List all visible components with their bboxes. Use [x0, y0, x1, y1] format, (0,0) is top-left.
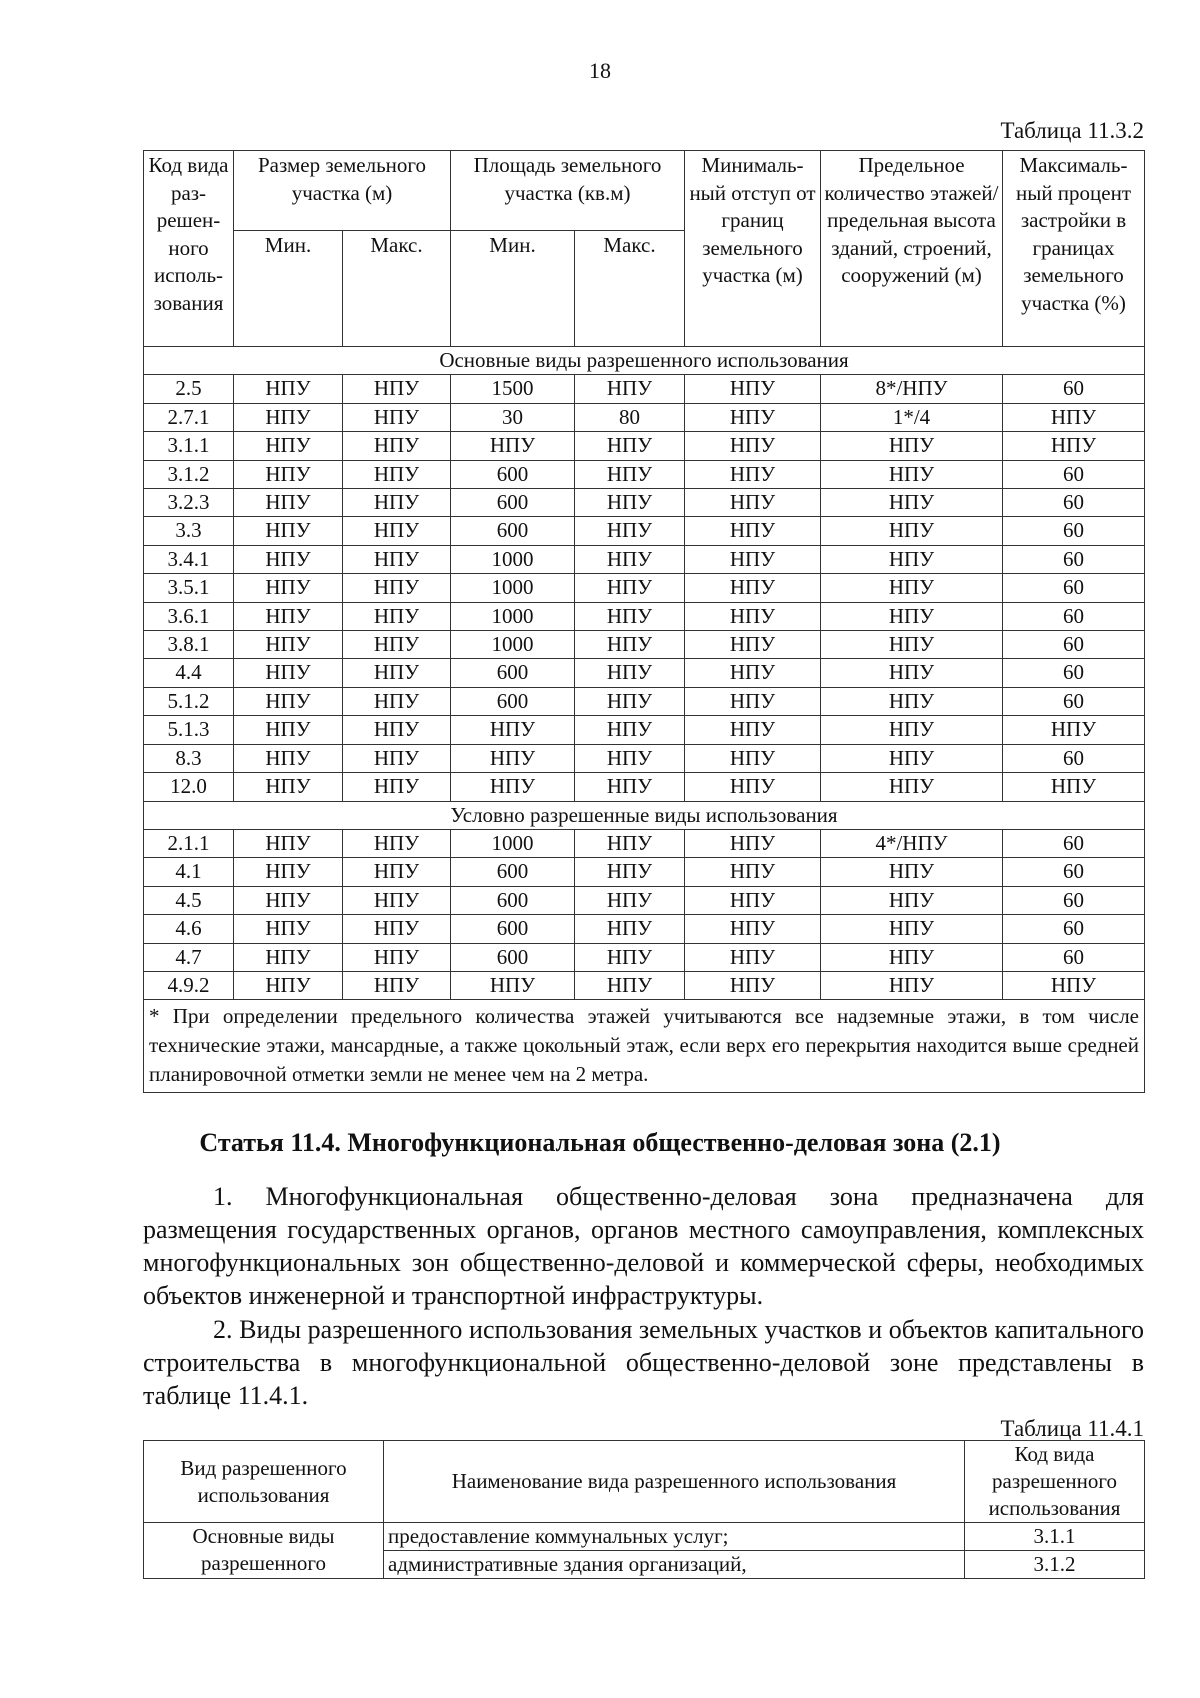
header-plot-size: Размер земельного участка (м)	[234, 151, 451, 231]
table-cell: НПУ	[821, 744, 1003, 772]
table-cell: НПУ	[234, 773, 343, 801]
table-row	[144, 517, 1145, 545]
article-paragraph-1: 1. Многофункциональная общественно-деловая зона предназначена для размещения государственных органов, органов местного самоуправления, комплексных многофункциональных зон общественно-деловой и коммерческой сферы, необходимых объектов инженерной и транспортной инфраструктуры.	[143, 1182, 1144, 1310]
table-cell: НПУ	[451, 744, 575, 772]
table-row	[144, 375, 1145, 403]
header-area-min: Мин.	[451, 231, 575, 347]
table-cell: 30	[451, 403, 575, 431]
table-cell: НПУ	[685, 574, 821, 602]
table-cell: НПУ	[821, 574, 1003, 602]
table-cell: 4*/НПУ	[821, 829, 1003, 857]
table-row	[144, 403, 1145, 431]
use-name-cell: предоставление коммунальных услуг;	[384, 1523, 965, 1551]
table-cell: 600	[451, 489, 575, 517]
table-cell: НПУ	[575, 829, 685, 857]
table-cell: 1000	[451, 631, 575, 659]
table-cell: НПУ	[343, 773, 451, 801]
table-cell: НПУ	[821, 631, 1003, 659]
table-cell: НПУ	[685, 858, 821, 886]
permitted-use-types-table	[143, 1440, 1145, 1579]
table-cell: НПУ	[685, 545, 821, 573]
table-cell: НПУ	[575, 943, 685, 971]
table-cell: НПУ	[685, 489, 821, 517]
table-cell: НПУ	[234, 489, 343, 517]
table-cell: НПУ	[575, 517, 685, 545]
table-cell: 60	[1003, 687, 1145, 715]
table-cell: НПУ	[234, 659, 343, 687]
table-cell: 600	[451, 858, 575, 886]
table-cell: НПУ	[343, 943, 451, 971]
table-cell: 3.2.3	[144, 489, 234, 517]
table-cell: НПУ	[343, 716, 451, 744]
header-size-max: Макс.	[343, 231, 451, 347]
table-cell: 4.4	[144, 659, 234, 687]
table-cell: 60	[1003, 489, 1145, 517]
table-cell: НПУ	[234, 716, 343, 744]
table-cell: 1000	[451, 829, 575, 857]
header-setback: Минималь-ный отступ от границ земельного участка (м)	[685, 151, 821, 347]
table-cell: 60	[1003, 943, 1145, 971]
table-cell: НПУ	[234, 631, 343, 659]
table-cell: НПУ	[575, 744, 685, 772]
table-cell: 60	[1003, 602, 1145, 630]
table-cell: НПУ	[234, 403, 343, 431]
table-cell: НПУ	[821, 517, 1003, 545]
table-cell: 1500	[451, 375, 575, 403]
table-cell: 60	[1003, 375, 1145, 403]
table-cell: НПУ	[234, 971, 343, 999]
use-code-cell: 3.1.2	[965, 1551, 1145, 1579]
section-row	[144, 347, 1145, 375]
table-cell: НПУ	[821, 773, 1003, 801]
table-cell: 600	[451, 517, 575, 545]
table-cell: НПУ	[685, 375, 821, 403]
table-cell: НПУ	[821, 971, 1003, 999]
table-cell: 60	[1003, 631, 1145, 659]
header-size-min: Мин.	[234, 231, 343, 347]
table-row	[144, 744, 1145, 772]
table-cell: 8*/НПУ	[821, 375, 1003, 403]
table1-body	[144, 347, 1145, 1093]
table-cell: 4.9.2	[144, 971, 234, 999]
section-title: Основные виды разрешенного использования	[144, 347, 1145, 375]
table-cell: НПУ	[343, 915, 451, 943]
table-cell: НПУ	[685, 602, 821, 630]
table-cell: НПУ	[575, 971, 685, 999]
table-cell: 1000	[451, 574, 575, 602]
table-cell: 600	[451, 886, 575, 914]
table-cell: 1000	[451, 602, 575, 630]
table-cell: 3.6.1	[144, 602, 234, 630]
table-cell: 2.7.1	[144, 403, 234, 431]
header-use-code: Код вида разрешенного использования	[965, 1441, 1145, 1523]
table-cell: НПУ	[343, 631, 451, 659]
table-row	[144, 687, 1145, 715]
table-row	[144, 829, 1145, 857]
use-name-cell: административные здания организаций,	[384, 1551, 965, 1579]
table-cell: 3.5.1	[144, 574, 234, 602]
table-cell: 60	[1003, 460, 1145, 488]
table-cell: 4.5	[144, 886, 234, 914]
table-cell: НПУ	[451, 432, 575, 460]
table-cell: 60	[1003, 744, 1145, 772]
table-cell: НПУ	[575, 659, 685, 687]
table-cell: НПУ	[685, 744, 821, 772]
table-cell: 1*/4	[821, 403, 1003, 431]
table-row	[144, 545, 1145, 573]
header-use-name: Наименование вида разрешенного использования	[384, 1441, 965, 1523]
table-cell: НПУ	[685, 943, 821, 971]
table-cell: НПУ	[343, 829, 451, 857]
table-row	[144, 489, 1145, 517]
table-cell: НПУ	[343, 886, 451, 914]
table-cell: НПУ	[685, 517, 821, 545]
table-row	[144, 602, 1145, 630]
table-cell: НПУ	[1003, 773, 1145, 801]
table-cell: НПУ	[575, 375, 685, 403]
table-cell: НПУ	[234, 574, 343, 602]
table-cell: НПУ	[575, 716, 685, 744]
table-cell: НПУ	[234, 858, 343, 886]
table-cell: 60	[1003, 886, 1145, 914]
table-cell: НПУ	[343, 687, 451, 715]
table-cell: НПУ	[343, 432, 451, 460]
table-cell: НПУ	[343, 403, 451, 431]
table-row	[144, 432, 1145, 460]
table-cell: 3.8.1	[144, 631, 234, 659]
table-cell: НПУ	[575, 489, 685, 517]
table-cell: НПУ	[685, 659, 821, 687]
table-cell: НПУ	[685, 716, 821, 744]
table-cell: 60	[1003, 858, 1145, 886]
table-cell: НПУ	[1003, 971, 1145, 999]
header-code: Код вида раз-решен-ного исполь-зования	[144, 151, 234, 347]
table-row	[144, 886, 1145, 914]
table-row	[144, 716, 1145, 744]
section-row	[144, 801, 1145, 829]
table-row	[144, 460, 1145, 488]
table-footnote: * При определении предельного количества этажей учитываются все надземные этажи, в том числе технические этажи, мансардные, а также цокольный этаж, если верх его перекрытия находится выше средней планировочной отметки земли не менее чем на 2 метра.	[144, 1000, 1145, 1093]
table-cell: 60	[1003, 829, 1145, 857]
header-plot-area: Площадь земельного участка (кв.м)	[451, 151, 685, 231]
table-cell: НПУ	[685, 971, 821, 999]
table-cell: 3.4.1	[144, 545, 234, 573]
table-cell: НПУ	[343, 858, 451, 886]
table-cell: НПУ	[343, 517, 451, 545]
table-row	[144, 971, 1145, 999]
table-cell: НПУ	[821, 489, 1003, 517]
table-cell: 4.6	[144, 915, 234, 943]
table-cell: 60	[1003, 659, 1145, 687]
table-cell: НПУ	[685, 432, 821, 460]
table-cell: НПУ	[451, 773, 575, 801]
use-code-cell: 3.1.1	[965, 1523, 1145, 1551]
header-area-max: Макс.	[575, 231, 685, 347]
table-row	[144, 858, 1145, 886]
table-cell: НПУ	[575, 773, 685, 801]
table-cell: НПУ	[821, 886, 1003, 914]
table-cell: НПУ	[575, 631, 685, 659]
table-cell: 8.3	[144, 744, 234, 772]
table-row	[144, 943, 1145, 971]
table-cell: 60	[1003, 574, 1145, 602]
table-cell: НПУ	[685, 773, 821, 801]
table-cell: НПУ	[234, 517, 343, 545]
table-cell: 12.0	[144, 773, 234, 801]
table-cell: НПУ	[343, 489, 451, 517]
article-heading: Статья 11.4. Многофункциональная общественно-деловая зона (2.1)	[199, 1128, 1001, 1157]
table-cell: 600	[451, 460, 575, 488]
table-cell: НПУ	[821, 659, 1003, 687]
table-cell: НПУ	[821, 460, 1003, 488]
table-row	[144, 659, 1145, 687]
table-cell: НПУ	[234, 829, 343, 857]
land-use-parameters-table	[143, 150, 1145, 1093]
use-group-cell: Основные виды разрешенного	[144, 1523, 384, 1579]
table-cell: НПУ	[575, 602, 685, 630]
header-percent: Максималь-ный процент застройки в границах земельного участка (%)	[1003, 151, 1145, 347]
table-cell: НПУ	[821, 915, 1003, 943]
table-cell: НПУ	[821, 943, 1003, 971]
table-cell: 600	[451, 915, 575, 943]
table-cell: 600	[451, 659, 575, 687]
table-cell: НПУ	[685, 886, 821, 914]
table-cell: НПУ	[575, 858, 685, 886]
table-cell: 5.1.3	[144, 716, 234, 744]
footnote-row	[144, 1000, 1145, 1093]
table-cell: НПУ	[343, 460, 451, 488]
table-cell: НПУ	[343, 545, 451, 573]
table-cell: НПУ	[234, 943, 343, 971]
table-row	[144, 1523, 1145, 1551]
header-use-type: Вид разрешенного использования	[144, 1441, 384, 1523]
table-cell: НПУ	[685, 915, 821, 943]
table-cell: 3.3	[144, 517, 234, 545]
table-cell: 80	[575, 403, 685, 431]
table-cell: НПУ	[234, 460, 343, 488]
table-cell: НПУ	[575, 915, 685, 943]
table-cell: НПУ	[685, 631, 821, 659]
table-row	[144, 915, 1145, 943]
table-cell: 60	[1003, 915, 1145, 943]
table-cell: НПУ	[821, 687, 1003, 715]
table-cell: 2.1.1	[144, 829, 234, 857]
table-cell: НПУ	[685, 403, 821, 431]
table-cell: НПУ	[1003, 403, 1145, 431]
table-cell: НПУ	[575, 460, 685, 488]
table-cell: НПУ	[575, 574, 685, 602]
table-cell: НПУ	[343, 659, 451, 687]
table-cell: НПУ	[234, 545, 343, 573]
table-cell: НПУ	[234, 915, 343, 943]
table2-caption: Таблица 11.4.1	[1000, 1416, 1144, 1441]
page-number: 18	[589, 58, 611, 83]
table-cell: НПУ	[821, 716, 1003, 744]
table-cell: НПУ	[234, 375, 343, 403]
table-cell: НПУ	[1003, 432, 1145, 460]
table-cell: НПУ	[685, 829, 821, 857]
table-cell: НПУ	[575, 432, 685, 460]
table-cell: НПУ	[343, 744, 451, 772]
table-cell: НПУ	[821, 602, 1003, 630]
table-cell: 1000	[451, 545, 575, 573]
table-cell: НПУ	[821, 545, 1003, 573]
table-cell: НПУ	[575, 687, 685, 715]
table1-caption: Таблица 11.3.2	[1000, 118, 1144, 143]
header-floors: Предельное количество этажей/ предельная высота зданий, строений, сооружений (м)	[821, 151, 1003, 347]
table-cell: НПУ	[821, 858, 1003, 886]
table-cell: 600	[451, 943, 575, 971]
section-title: Условно разрешенные виды использования	[144, 801, 1145, 829]
table-cell: 60	[1003, 545, 1145, 573]
table-cell: НПУ	[234, 886, 343, 914]
table-cell: 600	[451, 687, 575, 715]
table-cell: НПУ	[343, 602, 451, 630]
table-cell: НПУ	[1003, 716, 1145, 744]
article-paragraph-2: 2. Виды разрешенного использования земельных участков и объектов капитального строительства в многофункциональной общественно-деловой зоне представлены в таблице 11.4.1.	[143, 1315, 1144, 1410]
table-row	[144, 773, 1145, 801]
table-cell: НПУ	[343, 574, 451, 602]
table-cell: 4.7	[144, 943, 234, 971]
table-cell: НПУ	[234, 432, 343, 460]
table-cell: НПУ	[343, 971, 451, 999]
table-cell: НПУ	[685, 460, 821, 488]
table-cell: НПУ	[821, 432, 1003, 460]
table-row	[144, 631, 1145, 659]
table-cell: 3.1.2	[144, 460, 234, 488]
table-cell: 5.1.2	[144, 687, 234, 715]
table-cell: НПУ	[451, 716, 575, 744]
table-cell: НПУ	[451, 971, 575, 999]
table-cell: 3.1.1	[144, 432, 234, 460]
table-row	[144, 574, 1145, 602]
table-cell: НПУ	[575, 545, 685, 573]
table-cell: 4.1	[144, 858, 234, 886]
table-cell: НПУ	[343, 375, 451, 403]
table-cell: 60	[1003, 517, 1145, 545]
table-cell: НПУ	[234, 602, 343, 630]
table-cell: 2.5	[144, 375, 234, 403]
table-cell: НПУ	[234, 744, 343, 772]
table-cell: НПУ	[234, 687, 343, 715]
table-cell: НПУ	[685, 687, 821, 715]
table-cell: НПУ	[575, 886, 685, 914]
